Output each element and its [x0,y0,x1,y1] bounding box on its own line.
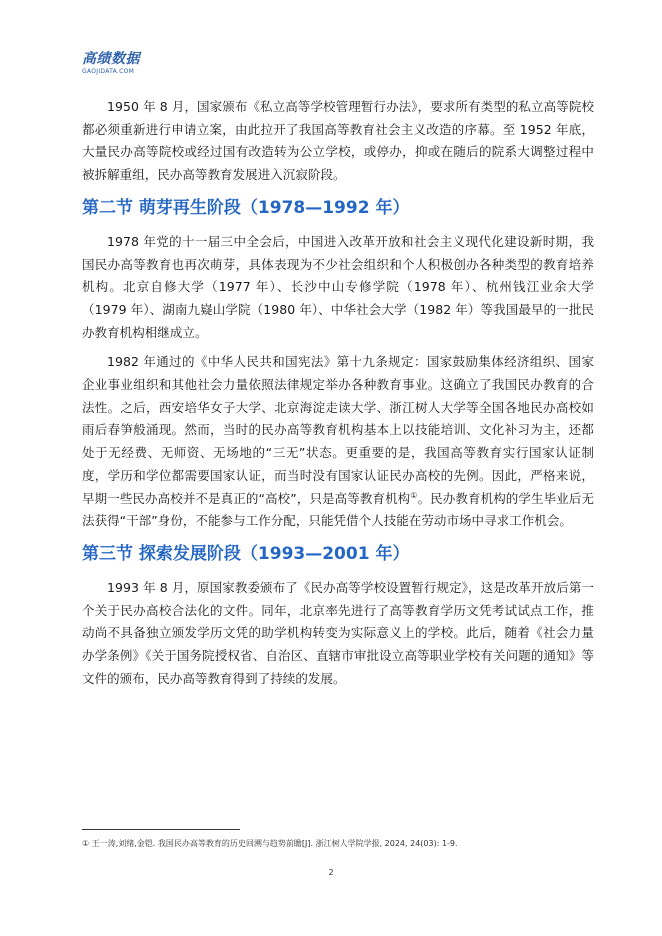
footnote: ① 王一涛,刘绪,金铠. 我国民办高等教育的历史回溯与趋势前瞻[J]. 浙江树人学院学报, 2024, 24(03): 1-9. [82,839,458,848]
section-heading-2: 第二节 萌芽再生阶段（1978—1992 年） [82,197,410,218]
paragraph-1993: 1993 年 8 月，原国家教委颁布了《民办高等学校设置暂行规定》，这是改革开放后第一个关于民办高校合法化的文件。同年，北京率先进行了高等教育学历文凭考试试点工作，推动尚不具备独立颁发学历文凭的助学机构转变为实际意义上的学校。此后，随着《社会力量办学条例》《关于国务院授权省、自治区、直辖市审批设立高等职业学校有关问题的通知》等文件的颁布，民办高等教育得到了持续的发展。 [82,579,594,686]
paragraph-1978: 1978 年党的十一届三中全会后，中国进入改革开放和社会主义现代化建设新时期，我国民办高等教育也再次萌芽，具体表现为不少社会组织和个人积极创办各种类型的教育培养机构。北京自修大学（1977 年）、长沙中山专修学院（1978 年）、杭州钱江业余大学（1979 年）、湖南九嶷山学院（1980 年）、中华社会大学（1982 年）等我国最早的一批民办教育机构相继成立。 [82,233,594,340]
paragraph-1982 [82,351,594,533]
paragraph-1982-text-a: 1982 年通过的《中华人民共和国宪法》第十九条规定：国家鼓励集体经济组织、国家企业事业组织和其他社会力量依照法律规定举办各种教育事业。这确立了我国民办教育的合法性。之后，西安培华女子大学、北京海淀走读大学、浙江树人大学等全国各地民办高校如雨后春笋般涌现。然而，当时的民办高等教育机构基本上以技能培训、文化补习为主，还都处于无经费、无师资、无场地的“三无”状态。更重要的是，我国高等教育实行国家认证制度，学历和学位都需要国家认证，而当时没有国家认证民办高校的先例。因此，严格来说，早期一些民办高校并不是真正的“高校”，只是高等教育机构 [82,354,594,506]
page-number: 2 [328,868,334,877]
logo-domain: GAOJIDATA.COM [82,68,135,75]
paragraph-1982-text-b: 。民办教育机构的学生毕业后无法获得“干部”身份，不能参与工作分配，只能凭借个人技能在劳动市场中寻求工作机会。 [82,490,594,529]
logo-title: 高绩数据 [82,51,140,67]
section-heading-3: 第三节 探索发展阶段（1993—2001 年） [82,543,410,564]
footnote-divider [82,829,240,830]
document-body [82,96,594,697]
footnote-ref[interactable]: ① [410,490,418,500]
paragraph-1950: 1950 年 8 月，国家颁布《私立高等学校管理暂行办法》，要求所有类型的私立高等院校都必须重新进行申请立案，由此拉开了我国高等教育社会主义改造的序幕。至 1952 年底，大量民办高等院校或经过国有改造转为公立学校，或停办，抑或在随后的院系大调整过程中被拆解重组，民办高等教育发展进入沉寂阶段。 [82,99,594,183]
brand-logo [82,50,140,76]
